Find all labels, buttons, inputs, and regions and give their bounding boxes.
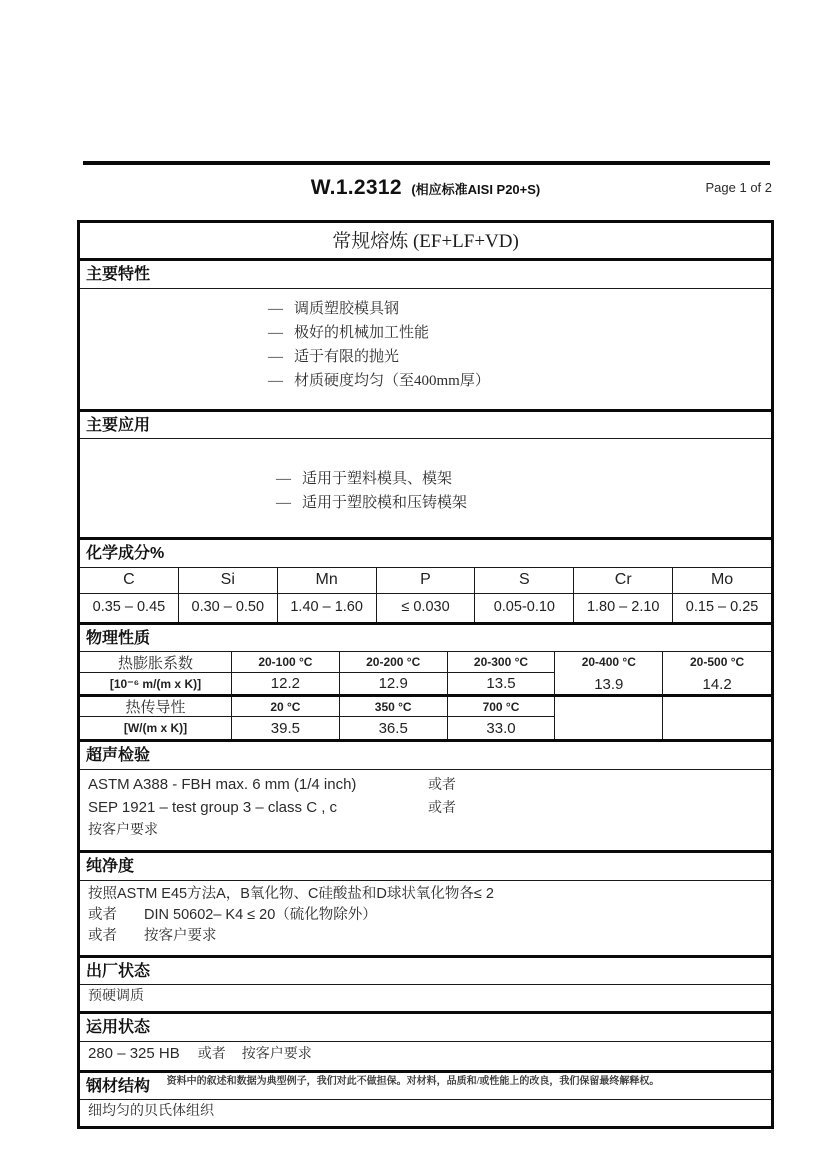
test-spec: 按客户要求 — [88, 822, 158, 838]
ultrasonic-row — [88, 774, 763, 797]
expansion-unit: [10⁻⁶ m/(m x K)] — [109, 676, 202, 691]
element-symbol: S — [475, 568, 574, 594]
purity-row — [88, 926, 763, 947]
section-heading-features: 主要特性 — [80, 261, 771, 289]
temp-range: 20-100 °C — [258, 655, 313, 670]
conductivity-label: 热传导性 — [125, 700, 186, 717]
section-heading-service: 运用状态 — [80, 1014, 771, 1042]
ultrasonic-row — [88, 797, 763, 820]
expansion-label: 热膨胀系数 — [117, 655, 193, 672]
expansion-value: 12.9 — [378, 675, 408, 693]
feature-text: 适于有限的抛光 — [294, 348, 400, 365]
temp-range: 20-500 °C — [690, 655, 745, 670]
delivery-value: 预硬调质 — [80, 985, 771, 1014]
or-label: 或者 — [428, 777, 456, 793]
empty-cell — [663, 697, 771, 739]
page-indicator: Page 1 of 2 — [705, 180, 772, 195]
purity-row — [88, 905, 763, 926]
or-label: 或者 — [197, 1046, 226, 1062]
grade-code: W.1.2312 — [310, 176, 402, 199]
chemistry-header-row — [80, 568, 771, 594]
section-heading-ultrasonic: 超声检验 — [80, 742, 771, 770]
element-range: 0.30 – 0.50 — [179, 594, 278, 622]
section-heading-structure: 钢材结构 — [80, 1073, 771, 1101]
disclaimer-text: 资料中的叙述和数据为典型例子，我们对此不做担保。对材料，品质和/或性能上的改良，我们保留最终解释权。 — [166, 1076, 660, 1087]
service-value — [80, 1042, 771, 1073]
element-range: ≤ 0.030 — [377, 594, 476, 622]
bullet-dash: — — [276, 471, 291, 488]
purity-spec: 按客户要求 — [144, 927, 217, 944]
application-text: 适用于塑料模具、模架 — [302, 471, 453, 488]
element-symbol: C — [80, 568, 179, 594]
expansion-cell-merged — [663, 652, 771, 697]
conductivity-value: 39.5 — [270, 719, 300, 737]
structure-value: 细均匀的贝氏体组织 — [88, 1104, 214, 1120]
section-heading-delivery: 出厂状态 — [80, 958, 771, 986]
empty-cell — [555, 697, 663, 739]
temp-point: 700 °C — [482, 699, 520, 714]
bullet-dash: — — [268, 300, 283, 317]
purity-row: 按照ASTM E45方法A，B氧化物、C硅酸盐和D球状氧化物各≤ 2 — [88, 885, 494, 902]
test-spec: ASTM A388 - FBH max. 6 mm (1/4 inch) — [88, 775, 357, 793]
conductivity-value: 36.5 — [378, 719, 408, 737]
bullet-dash: — — [276, 495, 291, 512]
temp-range: 20-400 °C — [581, 655, 636, 670]
conductivity-value: 33.0 — [486, 719, 516, 737]
element-range: 0.05-0.10 — [475, 594, 574, 622]
datasheet-table — [77, 220, 774, 1129]
section-heading-applications: 主要应用 — [80, 412, 771, 440]
section-heading-physical: 物理性质 — [80, 625, 771, 653]
feature-text: 极好的机械加工性能 — [294, 324, 430, 341]
list-item — [276, 491, 771, 515]
chemistry-values-row — [80, 594, 771, 622]
element-symbol: Mo — [673, 568, 771, 594]
expansion-value: 13.9 — [594, 676, 624, 694]
ultrasonic-row — [88, 820, 763, 842]
physical-properties-table — [80, 652, 771, 742]
feature-text: 调质塑胶模具钢 — [294, 300, 400, 317]
element-range: 1.80 – 2.10 — [574, 594, 673, 622]
element-symbol: Si — [179, 568, 278, 594]
temp-range: 20-300 °C — [473, 655, 529, 670]
list-item — [268, 345, 771, 369]
element-range: 0.35 – 0.45 — [80, 594, 179, 622]
temp-range: 20-200 °C — [366, 655, 421, 670]
document-title — [77, 176, 774, 200]
bullet-dash: — — [268, 324, 283, 341]
feature-text: 材质硬度均匀（至400mm厚） — [294, 372, 490, 389]
features-list — [80, 289, 771, 412]
conductivity-unit: [W/(m x K)] — [123, 721, 188, 736]
expansion-value: 13.5 — [486, 675, 516, 693]
bullet-dash: — — [268, 348, 283, 365]
element-range: 0.15 – 0.25 — [685, 598, 759, 615]
purity-spec: DIN 50602– K4 ≤ 20（硫化物除外） — [144, 906, 377, 923]
header-rule — [83, 161, 770, 165]
ultrasonic-body — [80, 770, 771, 853]
section-heading-purity: 纯净度 — [80, 853, 771, 881]
temp-point: 20 °C — [270, 699, 301, 714]
or-label: 或者 — [88, 927, 117, 944]
equivalent-standard: (相应标准AISI P20+S) — [411, 182, 541, 197]
expansion-cell-merged — [555, 652, 663, 697]
applications-list — [80, 439, 771, 540]
application-text: 适用于塑胶模和压铸模架 — [302, 495, 468, 512]
chemistry-table — [80, 568, 771, 625]
temp-point: 350 °C — [374, 699, 412, 714]
element-symbol: Mn — [278, 568, 377, 594]
hardness-range: 280 – 325 HB — [88, 1044, 180, 1062]
element-range: 1.40 – 1.60 — [278, 594, 377, 622]
bullet-dash: — — [268, 372, 283, 389]
element-symbol: P — [377, 568, 476, 594]
list-item — [268, 297, 771, 321]
list-item — [268, 321, 771, 345]
purity-body — [80, 881, 771, 958]
or-label: 或者 — [428, 800, 456, 816]
per-customer-label: 按客户要求 — [241, 1046, 312, 1062]
element-symbol: Cr — [574, 568, 673, 594]
section-heading-chemistry: 化学成分% — [80, 540, 771, 568]
expansion-value: 14.2 — [702, 676, 732, 694]
test-spec: SEP 1921 – test group 3 – class C , c — [88, 798, 338, 816]
list-item — [276, 467, 771, 491]
list-item — [268, 369, 771, 393]
expansion-value: 12.2 — [270, 675, 300, 693]
or-label: 或者 — [88, 906, 117, 923]
melting-route-title: 常规熔炼 (EF+LF+VD) — [80, 223, 771, 261]
